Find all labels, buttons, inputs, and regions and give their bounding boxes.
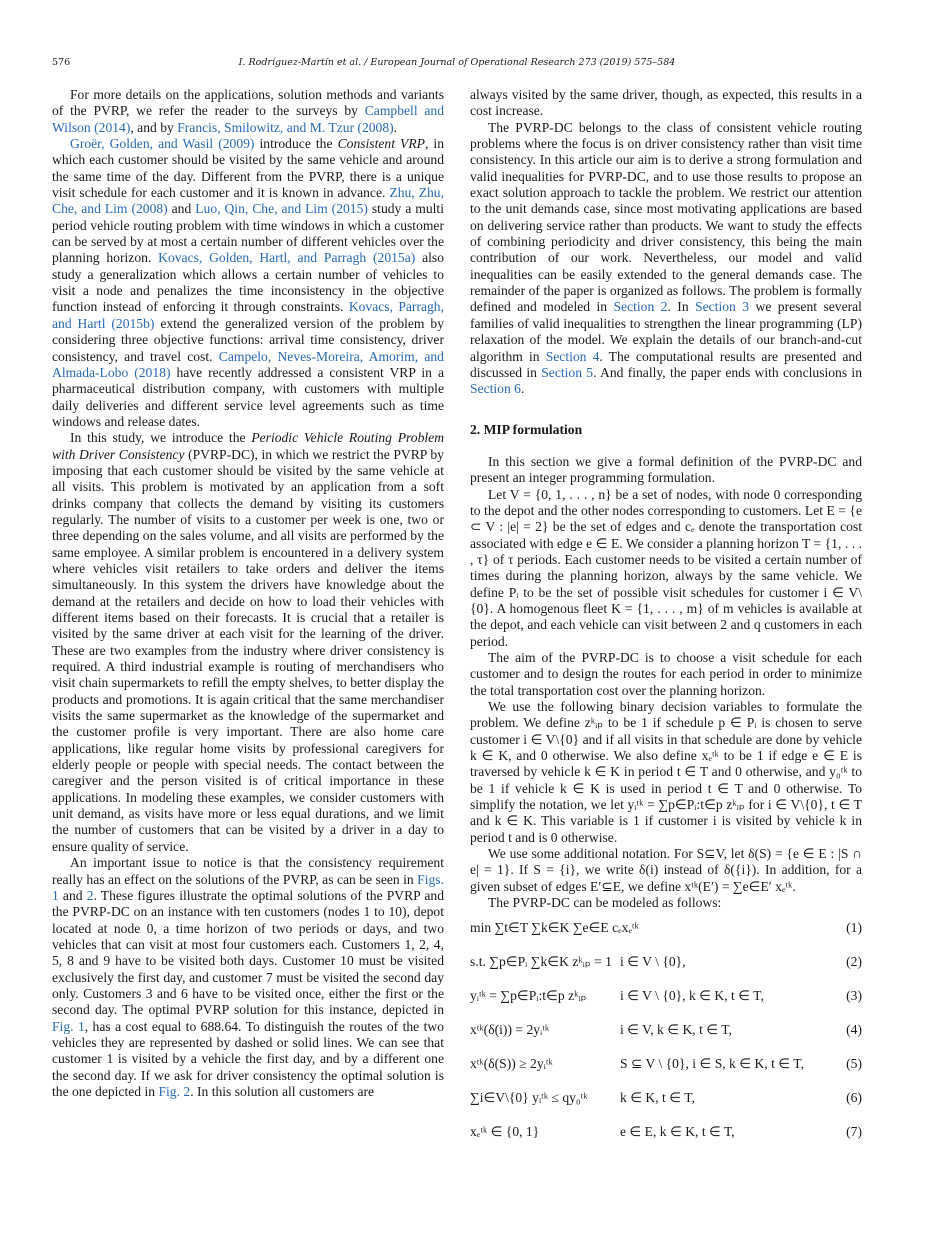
paragraph-notation: We use some additional notation. For S⊆V, let δ(S) = {e ∈ E : |S ∩ e| = 1}. If S = {i}, we write δ(i) instead of δ({i}). In addition, for a given subset of edges E′⊆E, we define xᵗᵏ(E′) = ∑e∈E′ xₑᵗᵏ.	[470, 846, 862, 894]
equation-number: (1)	[846, 919, 862, 935]
left-column	[52, 87, 444, 1100]
paragraph-paper-outline: The PVRP-DC belongs to the class of consistent vehicle routing problems where the focus is on driver consistency rather than visit time consistency. In this article our aim is to derive a strong formulation and valid inequalities for PVRP-DC, and to use those results to propose an exact solution approach to tackle the problem. We restrict our attention to the unit demands case, since most motivating applications are based on delivering service rather than products. We want to study the effects of combining periodicity and driver consistency, this being the main contribution of our work. Nevertheless, our model and valid inequalities can be easily extended to the general demands case. The remainder of the paper is organized as follows. The problem is formally defined and modeled in Section 2. In Section 3 we present several families of valid inequalities to strengthen the linear programming (LP) relaxation of the model. We explain the details of our branch-and-cut algorithm in Section 4. The computational results are presented and discussed in Section 5. And finally, the paper ends with conclusions in Section 6.	[470, 119, 862, 397]
equation-row	[470, 1082, 862, 1116]
paragraph-model-intro: The PVRP-DC can be modeled as follows:	[488, 895, 722, 911]
equation-block	[470, 912, 862, 1150]
equation-domain: S ⊆ V \ {0}, i ∈ S, k ∈ K, t ∈ T,	[620, 1055, 804, 1071]
equation-number: (6)	[846, 1089, 862, 1105]
citation-link[interactable]: Luo, Qin, Che, and Lim (2015)	[195, 201, 368, 217]
citation-link[interactable]: Groër, Golden, and Wasil (2009)	[70, 136, 255, 152]
page-header	[52, 57, 862, 71]
section-link[interactable]: Section 4	[545, 348, 600, 364]
equation-number: (7)	[846, 1123, 862, 1139]
citation-link[interactable]: Francis, Smilowitz, and M. Tzur (2008)	[177, 119, 394, 135]
citation-link[interactable]: Kovacs, Parragh, and Hartl (2015b)	[52, 299, 445, 331]
section-link[interactable]: Section 5	[541, 364, 594, 380]
section-link[interactable]: Section 3	[695, 299, 750, 315]
equation-expression: xᵗᵏ(δ(i)) = 2yᵢᵗᵏ	[470, 1021, 550, 1037]
equation-expression: xᵗᵏ(δ(S)) ≥ 2yᵢᵗᵏ	[470, 1055, 553, 1071]
equation-number: (4)	[846, 1021, 862, 1037]
paragraph-decision-variables: We use the following binary decision variables to formulate the problem. We define zᵏᵢₚ to be 1 if schedule p ∈ Pᵢ is chosen to serve customer i ∈ V\{0} and if all visits in that schedule are done by vehicle k ∈ K, and 0 otherwise. We also define xₑᵗᵏ to be 1 if edge e ∈ E is traversed by vehicle k ∈ K in period t ∈ T and 0 otherwise, and y₀ᵗᵏ to be 1 if vehicle k ∈ K is used in period t ∈ T and 0 otherwise. To simplify the notation, we let yᵢᵗᵏ = ∑p∈Pᵢ:t∈p zᵏᵢₚ for i ∈ V\{0}, t ∈ T and k ∈ K. This variable is 1 if customer i is visited by vehicle k in period t and is 0 otherwise.	[470, 699, 862, 845]
right-column	[470, 87, 862, 1150]
figure-link[interactable]: Fig. 1	[52, 1018, 85, 1034]
section-link[interactable]: Section 2	[613, 299, 668, 315]
paragraph-aim: The aim of the PVRP-DC is to choose a visit schedule for each customer and to design the routes for each period in order to minimize the total transportation cost over the planning horizon.	[470, 650, 862, 698]
equation-number: (5)	[846, 1055, 862, 1071]
figure-link[interactable]: Figs. 1	[52, 871, 444, 903]
equation-expression: yᵢᵗᵏ = ∑p∈Pᵢ:t∈p zᵏᵢₚ	[470, 987, 587, 1003]
citation-link[interactable]: Campbell and Wilson (2014)	[52, 103, 444, 135]
equation-row	[470, 1116, 862, 1150]
equation-domain: i ∈ V \ {0},	[620, 953, 686, 969]
equation-number: (3)	[846, 987, 862, 1003]
citation-link[interactable]: Campelo, Neves-Moreira, Amorim, and Almada-Lobo (2018)	[52, 348, 444, 380]
equation-domain: e ∈ E, k ∈ K, t ∈ T,	[620, 1123, 735, 1139]
equation-expression: xₑᵗᵏ ∈ {0, 1}	[470, 1123, 540, 1139]
equation-expression: ∑i∈V\{0} yᵢᵗᵏ ≤ qy₀ᵗᵏ	[470, 1089, 588, 1105]
equation-row	[470, 1014, 862, 1048]
equation-row	[470, 980, 862, 1014]
equation-expression: min ∑t∈T ∑k∈K ∑e∈E cₑxₑᵗᵏ	[470, 919, 639, 935]
equation-row	[470, 912, 862, 946]
figure-link[interactable]: 2	[86, 887, 94, 903]
equation-domain: k ∈ K, t ∈ T,	[620, 1089, 695, 1105]
paragraph-consistent-vrp: Groër, Golden, and Wasil (2009) introduce the Consistent VRP, in which each customer should be visited by the same vehicle and around the same time of the day. Different from the PVRP, there is a unique visit schedule for each customer and it is known in advance. Zhu, Zhu, Che, and Lim (2008) and Luo, Qin, Che, and Lim (2015) study a multi period vehicle routing problem with time windows in which a customer can be served by at most a certain number of different vehicles over the planning horizon. Kovacs, Golden, Hartl, and Parragh (2015a) also study a generalization which allows a certain number of vehicles to visit a node and penalizes the time inconsistency in the objective function instead of enforcing it through constraints. Kovacs, Parragh, and Hartl (2015b) extend the generalized version of the problem by considering three objective functions: arrival time consistency, driver consistency, and travel cost. Campelo, Neves-Moreira, Amorim, and Almada-Lobo (2018) have recently addressed a consistent VRP in a pharmaceutical distribution company, with customers with multiple daily deliveries and different service level agreements such as time windows and release dates.	[52, 136, 445, 429]
section-link[interactable]: Section 6	[470, 381, 521, 397]
running-title: I. Rodríguez-Martín et al. / European Journal of Operational Research 273 (2019) 575–584	[238, 57, 676, 68]
paragraph-continuation: always visited by the same driver, though, as expected, this results in a cost increase.	[470, 87, 862, 119]
paragraph-consistency-effect: An important issue to notice is that the consistency requirement really has an effect on the solutions of the PVRP, as can be seen in Figs. 1 and 2. These figures illustrate the optimal solutions of the PVRP and the PVRP-DC on an instance with ten customers (nodes 1 to 10), depot located at node 0, a time horizon of two periods or days, and two vehicles that can visit at most four customers each. Customers 1, 2, 4, 5, 8 and 9 have to be visited both days. Customer 10 must be visited exclusively the first day, and customer 7 must be visited the second day only. Customers 3 and 6 have to be visited once, either the first or the second day. The optimal PVRP solution for this instance, depicted in Fig. 1, has a cost equal to 688.64. To distinguish the routes of the two vehicles they are represented by dashed or solid lines. We can see that customer 1 is visited by a vehicle the first day, and by a different one the second day. If we ask for driver consistency the optimal solution is the one depicted in Fig. 2. In this solution all customers are	[52, 855, 445, 1099]
equation-row	[470, 1048, 862, 1082]
equation-expression: s.t. ∑p∈Pᵢ ∑k∈K zᵏᵢₚ = 1	[470, 953, 612, 969]
paragraph-pvrp-dc-intro: In this study, we introduce the Periodic Vehicle Routing Problem with Driver Consistency (PVRP-DC), in which we restrict the PVRP by imposing that each customer should be visited by the same vehicle at all visits. This problem is motivated by an application from a soft drinks company that collects the demand by visiting its customers regularly. The number of visits to a customer per week is one, two or three depending on the sales volume, and all visits are performed by the same employee. A similar problem is encountered in a delivery system where vehicles visit retailers to take orders and deliver the items simultaneously. In this system the drivers have knowledge about the demand at the retailers and decide on how to load their vehicles with different items based on their forecasts. It is crucial that a retailer is visited by the same driver at each visit for the learning of the driver. These are two examples from the industry where driver consistency is required. A third industrial example is routing of merchandisers who visit chain supermarkets to refill the empty shelves, to better display the products and promotions. It is again critical that the same merchandiser visits the same supermarket as the knowledge of the supermarket and the customer profile is very important. There are also home care applications, like regular home visits by professional caregivers for elderly people or people with special needs. The contact between the caregiver and the person visited is of critical importance in these applications. In modeling these examples, we consider customers with unit demand, as visits have more or less equal durations, and we limit the number of customers that can be visited by a driver in a day to ensure quality of service.	[52, 430, 445, 854]
equation-domain: i ∈ V, k ∈ K, t ∈ T,	[620, 1021, 732, 1037]
citation-link[interactable]: Kovacs, Golden, Hartl, and Parragh (2015a)	[158, 250, 416, 266]
equation-number: (2)	[846, 953, 862, 969]
paragraph-formal-definition: In this section we give a formal definition of the PVRP-DC and present an integer programming formulation.	[470, 453, 862, 486]
page-number: 576	[52, 57, 71, 68]
equation-domain: i ∈ V \ {0}, k ∈ K, t ∈ T,	[620, 987, 764, 1003]
section-heading: 2. MIP formulation	[470, 421, 583, 437]
paragraph-sets-definition: Let V = {0, 1, . . . , n} be a set of nodes, with node 0 corresponding to the depot and the other nodes corresponding to customers. Let E = {e ⊂ V : |e| = 2} be the set of edges and cₑ denote the transportation cost associated with edge e ∈ E. We consider a planning horizon T = {1, . . . , τ} of τ periods. Each customer needs to be visited a certain number of times during the planning horizon, always by the same vehicle. We define Pᵢ to be the set of possible visit schedules for customer i ∈ V\{0}. A homogenous fleet K = {1, . . . , m} of m vehicles is available at the depot, and each vehicle can visit between 2 and q customers in each period.	[470, 486, 862, 649]
figure-link[interactable]: Fig. 2	[158, 1083, 191, 1099]
paragraph-surveys: For more details on the applications, solution methods and variants of the PVRP, we refer the reader to the surveys by Campbell and Wilson (2014), and by Francis, Smilowitz, and M. Tzur (2008).	[52, 87, 444, 135]
citation-link[interactable]: Zhu, Zhu, Che, and Lim (2008)	[52, 185, 444, 217]
equation-row	[470, 946, 862, 980]
